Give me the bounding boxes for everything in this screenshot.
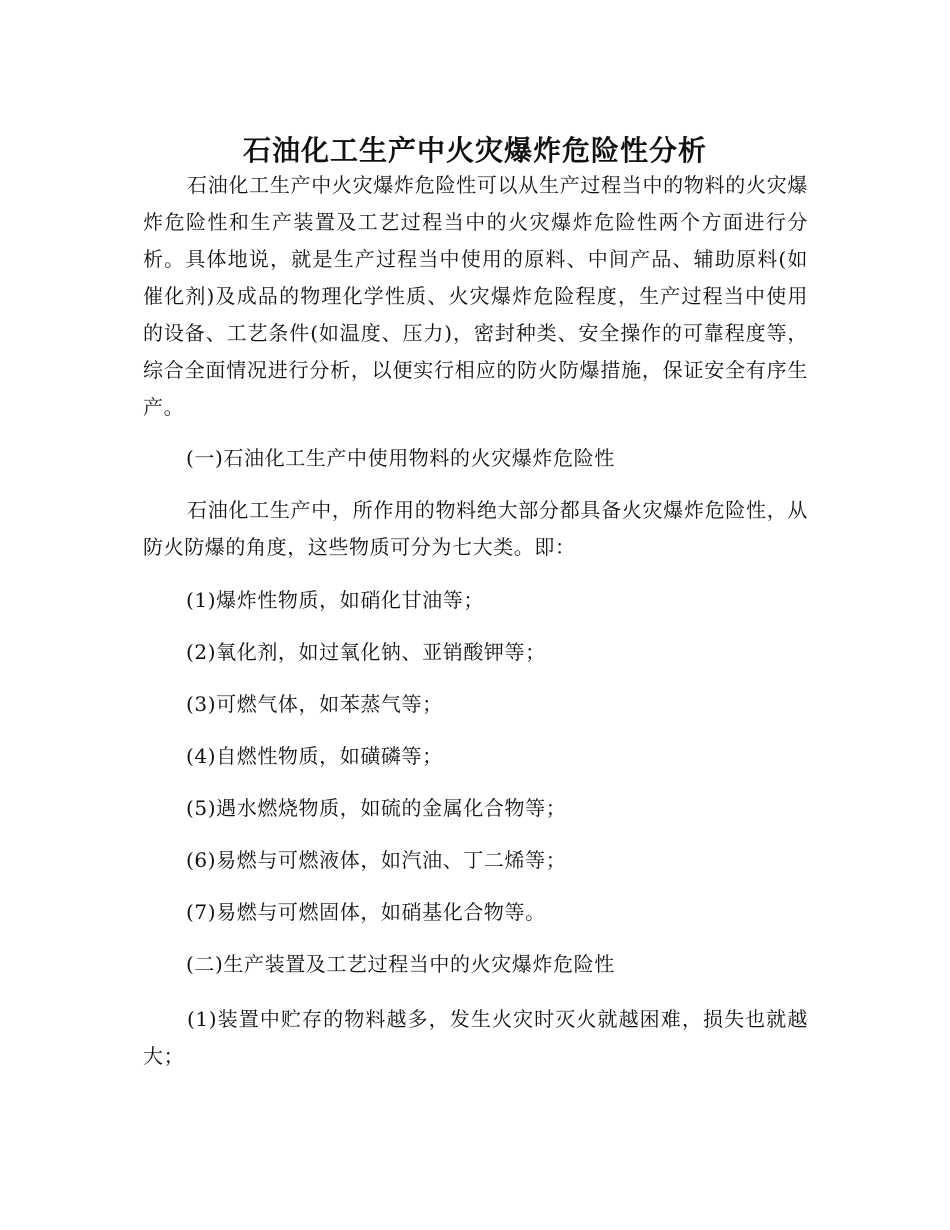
- list-item-7: (7)易燃与可燃固体，如硝基化合物等。: [186, 900, 546, 924]
- list-item-3: (3)可燃气体，如苯蒸气等；: [186, 692, 443, 716]
- list-item-1: (1)爆炸性物质，如硝化甘油等；: [186, 588, 484, 612]
- intro-paragraph: 石油化工生产中火灾爆炸危险性可以从生产过程当中的物料的火灾爆炸危险性和生产装置及工艺过程当中的火灾爆炸危险性两个方面进行分析。具体地说，就是生产过程当中使用的原料、中间产品、辅助原料(如催化剂)及成品的物理化学性质、火灾爆炸危险程度，生产过程当中使用的设备、工艺条件(如温度、压力)，密封种类、安全操作的可靠程度等，综合全面情况进行分析，以便实行相应的防火防爆措施，保证安全有序生产。: [143, 173, 808, 419]
- document-title: 石油化工生产中火灾爆炸危险性分析: [242, 133, 707, 167]
- materials-paragraph: 石油化工生产中，所作用的物料绝大部分都具备火灾爆炸危险性，从防火防爆的角度，这些物质可分为七大类。即：: [143, 498, 808, 559]
- list-item-4: (4)自燃性物质，如磺磷等；: [186, 744, 443, 768]
- list-item-5: (5)遇水燃烧物质，如硫的金属化合物等；: [186, 796, 567, 820]
- section-heading-1: (一)石油化工生产中使用物料的火灾爆炸危险性: [186, 446, 615, 470]
- list-item-6: (6)易燃与可燃液体，如汽油、丁二烯等；: [186, 848, 567, 872]
- list-item-2: (2)氧化剂，如过氧化钠、亚销酸钾等；: [186, 640, 546, 664]
- equipment-paragraph-1: (1)装置中贮存的物料越多，发生火灾时灭火就越困难，损失也就越大；: [143, 1007, 808, 1068]
- section-heading-2: (二)生产装置及工艺过程当中的火灾爆炸危险性: [186, 952, 615, 976]
